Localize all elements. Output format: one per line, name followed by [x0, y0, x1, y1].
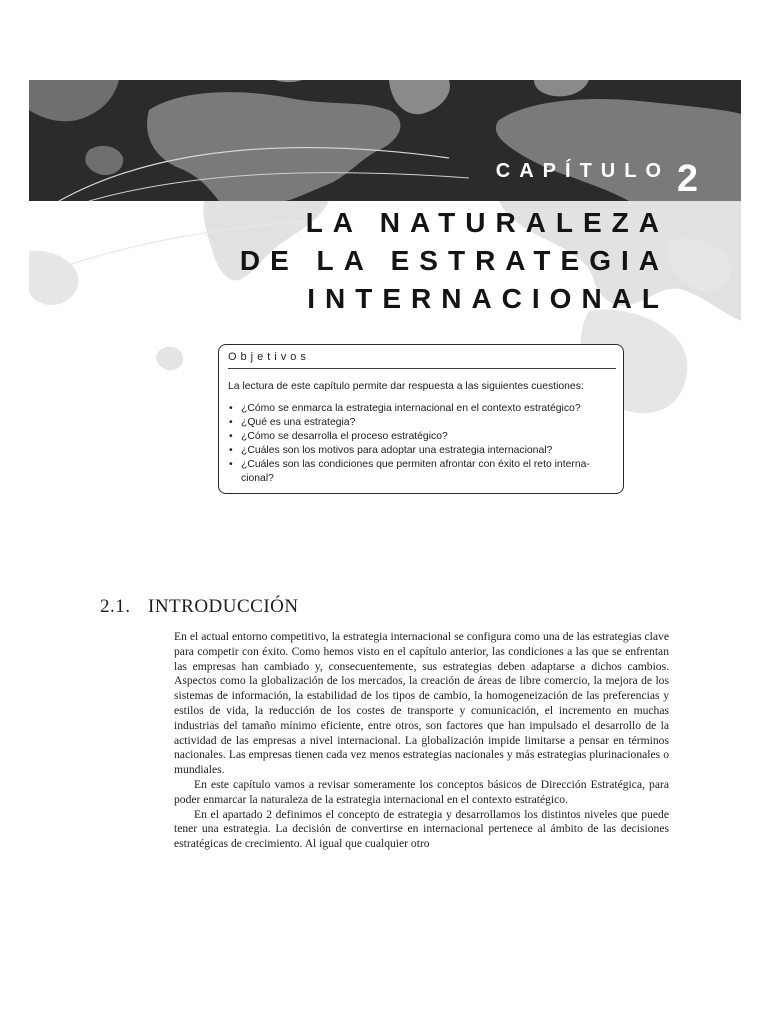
objective-item: [228, 402, 590, 416]
chapter-title: [240, 204, 669, 318]
chapter-title-line: DE LA ESTRATEGIA: [239, 245, 669, 276]
bullet-icon: •: [229, 403, 233, 414]
objective-item: [228, 430, 590, 444]
objective-text: ¿Cómo se enmarca la estrategia internacional en el contexto estratégico?: [241, 403, 581, 414]
objectives-intro: La lectura de este capítulo permite dar respuesta a las siguientes cuestiones:: [228, 381, 584, 392]
chapter-label: CAPÍTULO: [495, 160, 670, 182]
section-number: 2.1.: [100, 596, 131, 617]
objective-text: ¿Cuáles son los motivos para adoptar una estrategia internacional?: [241, 445, 553, 456]
paragraph: En el actual entorno competitivo, la estrategia internacional se configura como una de las estrategias clave para competir con éxito. Como hemos visto en el capítulo anterior, las condiciones a las que se enfrentan las empresas han cambiado y, consecuentemente, sus estrategias deben adaptarse a dichos cambios. Aspectos como la globalización de los mercados, la creación de áreas de libre comercio, la mejora de los sistemas de información, la estabilidad de los tipos de cambio, la homogeneización de las preferencias y estilos de vida, la reducción de los costes de transporte y comunicación, el incremento en muchas industrias del tamaño mínimo eficiente, entre otros, son factores que han impulsado el desarrollo de la actividad de las empresas a nivel internacional. La globalización impide limitarse a pensar en términos nacionales. Las empresas tienen cada vez menos estrategias nacionales y más estrategias plurinacionales o mundiales.: [174, 630, 669, 777]
objectives-divider: [228, 368, 616, 369]
objectives-heading: Objetivos: [228, 351, 310, 363]
section-title: INTRODUCCIÓN: [148, 596, 299, 617]
objective-text: ¿Qué es una estrategia?: [241, 417, 356, 428]
section-heading: [100, 596, 299, 618]
objective-item: [228, 416, 590, 430]
objectives-list: [228, 402, 590, 486]
bullet-icon: •: [229, 459, 233, 470]
objective-text: ¿Cuáles son las condiciones que permiten afrontar con éxito el reto interna-: [241, 459, 590, 470]
chapter-title-line: INTERNACIONAL: [307, 283, 669, 314]
paragraph: En el apartado 2 definimos el concepto de estrategia y desarrollamos los distintos niveles que puede tener una estrategia. La decisión de convertirse en internacional pertenece al ámbito de las decisiones estratégicas de crecimiento. Al igual que cualquier otro: [174, 807, 669, 851]
bullet-icon: •: [229, 431, 233, 442]
objective-text: cional?: [241, 473, 274, 484]
objective-item: [228, 458, 590, 472]
bullet-icon: •: [229, 417, 233, 428]
objective-text: ¿Cómo se desarrolla el proceso estratégico?: [241, 431, 448, 442]
chapter-number: 2: [676, 158, 698, 200]
chapter-title-line: LA NATURALEZA: [305, 207, 669, 238]
objective-item-continuation: [228, 472, 590, 486]
paragraph: En este capítulo vamos a revisar someramente los conceptos básicos de Dirección Estratégica, para poder enmarcar la naturaleza de la estrategia internacional en el contexto estratégico.: [174, 777, 669, 806]
bullet-icon: •: [229, 445, 233, 456]
objective-item: [228, 444, 590, 458]
objectives-box: [218, 344, 624, 494]
body-text: [174, 630, 669, 852]
